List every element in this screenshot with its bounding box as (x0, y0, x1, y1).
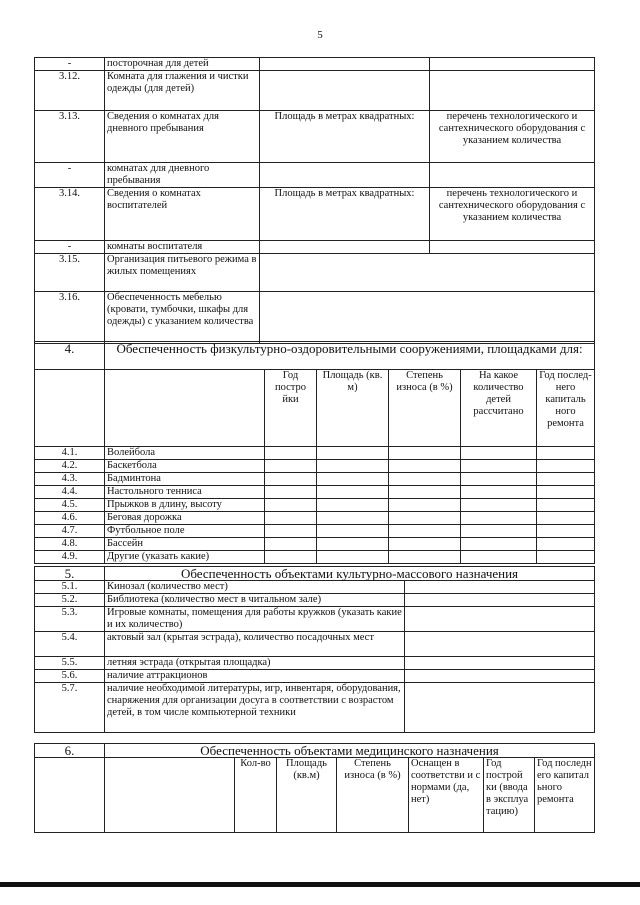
empty-cell (389, 486, 461, 499)
empty-cell (317, 460, 389, 473)
row-label: комнаты воспитателя (105, 241, 260, 254)
section-number: 5. (35, 567, 105, 581)
empty-cell (35, 370, 105, 447)
table-row (35, 594, 595, 607)
empty-cell (405, 594, 595, 607)
row-number: 5.3. (35, 607, 105, 632)
row-number: 5.5. (35, 657, 105, 670)
row-label: Комната для глажения и чистки одежды (для детей) (105, 71, 260, 111)
row-number: 4.1. (35, 447, 105, 460)
row-label: Футбольное поле (105, 525, 265, 538)
empty-cell (265, 551, 317, 564)
empty-cell (260, 292, 595, 344)
empty-cell (405, 632, 595, 657)
column-header: Год послед- него капиталь ного ремонта (537, 370, 595, 447)
empty-cell (389, 460, 461, 473)
row-number: 3.12. (35, 71, 105, 111)
row-label: Библиотека (количество мест в читальном зале) (105, 594, 405, 607)
section-heading-row (35, 342, 595, 370)
table-row (35, 254, 595, 292)
equipment-heading: перечень технологического и сантехнического оборудования с указанием количества (430, 111, 595, 163)
column-header-row (35, 758, 595, 833)
empty-cell (35, 758, 105, 833)
empty-cell (265, 512, 317, 525)
column-header: На какое количество детей рассчитано (461, 370, 537, 447)
empty-cell (405, 670, 595, 683)
empty-cell (461, 551, 537, 564)
empty-cell (461, 525, 537, 538)
table-row (35, 538, 595, 551)
empty-cell (317, 525, 389, 538)
table-row (35, 292, 595, 344)
row-label: Сведения о комнатах для дневного пребывания (105, 111, 260, 163)
empty-cell (405, 657, 595, 670)
section-heading-row (35, 744, 595, 758)
table-row (35, 111, 595, 163)
empty-cell (461, 538, 537, 551)
row-label: актовый зал (крытая эстрада), количество посадочных мест (105, 632, 405, 657)
empty-cell (461, 486, 537, 499)
row-number: 4.5. (35, 499, 105, 512)
empty-cell (537, 473, 595, 486)
row-label: Волейбола (105, 447, 265, 460)
table-row (35, 512, 595, 525)
table-row (35, 460, 595, 473)
section-heading-row (35, 567, 595, 581)
row-number: 4.4. (35, 486, 105, 499)
row-number: 4.6. (35, 512, 105, 525)
empty-cell (105, 370, 265, 447)
empty-cell (461, 447, 537, 460)
table-row (35, 473, 595, 486)
scan-edge-bar (0, 882, 640, 887)
table-row (35, 581, 595, 594)
table-row (35, 486, 595, 499)
empty-cell (405, 683, 595, 733)
empty-cell (537, 551, 595, 564)
row-number: 4.3. (35, 473, 105, 486)
empty-cell (265, 460, 317, 473)
section-3-table (34, 57, 594, 344)
row-number: 4.9. (35, 551, 105, 564)
empty-cell (461, 460, 537, 473)
row-number: - (35, 241, 105, 254)
table-row (35, 670, 595, 683)
empty-cell (260, 71, 430, 111)
section-title: Обеспеченность объектами медицинского назначения (105, 744, 595, 758)
row-label: Прыжков в длину, высоту (105, 499, 265, 512)
empty-cell (389, 525, 461, 538)
empty-cell (389, 551, 461, 564)
table-row (35, 447, 595, 460)
empty-cell (537, 447, 595, 460)
column-header: Площадь (кв. м) (317, 370, 389, 447)
column-header: Оснащен в соответстви и с нормами (да, нет) (409, 758, 484, 833)
section-number: 4. (35, 342, 105, 370)
equipment-heading: перечень технологического и сантехнического оборудования с указанием количества (430, 188, 595, 241)
table-row (35, 632, 595, 657)
empty-cell (265, 447, 317, 460)
empty-cell (405, 581, 595, 594)
row-number: 3.13. (35, 111, 105, 163)
row-number: - (35, 163, 105, 188)
empty-cell (265, 499, 317, 512)
empty-cell (537, 525, 595, 538)
row-label: Игровые комнаты, помещения для работы кружков (указать какие и их количество) (105, 607, 405, 632)
section-number: 6. (35, 744, 105, 758)
page-number: 5 (317, 29, 323, 41)
empty-cell (317, 447, 389, 460)
row-number: - (35, 58, 105, 71)
empty-cell (260, 254, 595, 292)
empty-cell (317, 551, 389, 564)
empty-cell (265, 486, 317, 499)
empty-cell (537, 499, 595, 512)
column-header: Год построй ки (ввода в эксплуа тацию) (484, 758, 535, 833)
row-number: 3.14. (35, 188, 105, 241)
empty-cell (317, 473, 389, 486)
row-number: 5.6. (35, 670, 105, 683)
row-number: 5.4. (35, 632, 105, 657)
row-label: Другие (указать какие) (105, 551, 265, 564)
empty-cell (430, 241, 595, 254)
empty-cell (389, 499, 461, 512)
row-label: комнатах для дневного пребывания (105, 163, 260, 188)
row-label: Кинозал (количество мест) (105, 581, 405, 594)
empty-cell (317, 486, 389, 499)
empty-cell (461, 499, 537, 512)
row-number: 4.8. (35, 538, 105, 551)
row-label: Сведения о комнатах воспитателей (105, 188, 260, 241)
empty-cell (317, 512, 389, 525)
column-header: Кол-во (235, 758, 277, 833)
empty-cell (265, 525, 317, 538)
row-label: Бадминтона (105, 473, 265, 486)
row-label: Бассейн (105, 538, 265, 551)
table-row (35, 241, 595, 254)
empty-cell (317, 499, 389, 512)
row-label: посторочная для детей (105, 58, 260, 71)
row-number: 4.7. (35, 525, 105, 538)
row-label: Организация питьевого режима в жилых помещениях (105, 254, 260, 292)
empty-cell (265, 473, 317, 486)
empty-cell (260, 163, 430, 188)
empty-cell (537, 486, 595, 499)
table-row (35, 499, 595, 512)
table-row (35, 607, 595, 632)
empty-cell (265, 538, 317, 551)
row-label: летняя эстрада (открытая площадка) (105, 657, 405, 670)
column-header: Площадь (кв.м) (277, 758, 337, 833)
table-row (35, 683, 595, 733)
row-number: 3.15. (35, 254, 105, 292)
column-header: Степень износа (в %) (389, 370, 461, 447)
empty-cell (389, 447, 461, 460)
empty-cell (317, 538, 389, 551)
empty-cell (430, 71, 595, 111)
table-row (35, 71, 595, 111)
area-heading: Площадь в метрах квадратных: (260, 111, 430, 163)
empty-cell (537, 512, 595, 525)
empty-cell (461, 473, 537, 486)
row-label: наличие аттракционов (105, 670, 405, 683)
column-header: Год постро йки (265, 370, 317, 447)
table-row (35, 525, 595, 538)
table-row (35, 188, 595, 241)
table-row (35, 551, 595, 564)
section-5-table (34, 566, 594, 733)
empty-cell (389, 512, 461, 525)
column-header-row (35, 370, 595, 447)
empty-cell (389, 538, 461, 551)
table-row (35, 58, 595, 71)
row-number: 4.2. (35, 460, 105, 473)
table-row (35, 163, 595, 188)
empty-cell (405, 607, 595, 632)
empty-cell (105, 758, 235, 833)
empty-cell (461, 512, 537, 525)
row-number: 5.7. (35, 683, 105, 733)
row-label: Баскетбола (105, 460, 265, 473)
empty-cell (260, 241, 430, 254)
section-title: Обеспеченность объектами культурно-массового назначения (105, 567, 595, 581)
empty-cell (537, 460, 595, 473)
column-header: Степень износа (в %) (337, 758, 409, 833)
table-row (35, 657, 595, 670)
empty-cell (537, 538, 595, 551)
row-label: Обеспеченность мебелью (кровати, тумбочки, шкафы для одежды) с указанием количества (105, 292, 260, 344)
row-label: Настольного тенниса (105, 486, 265, 499)
section-title: Обеспеченность физкультурно-оздоровительными сооружениями, площадками для: (105, 342, 595, 370)
empty-cell (389, 473, 461, 486)
row-number: 3.16. (35, 292, 105, 344)
area-heading: Площадь в метрах квадратных: (260, 188, 430, 241)
row-number: 5.1. (35, 581, 105, 594)
section-6-table (34, 743, 594, 833)
row-label: Беговая дорожка (105, 512, 265, 525)
empty-cell (430, 58, 595, 71)
row-number: 5.2. (35, 594, 105, 607)
empty-cell (260, 58, 430, 71)
row-label: наличие необходимой литературы, игр, инвентаря, оборудования, снаряжения для организации досуга в соответствии с возрастом детей, в том числе компьютерной техники (105, 683, 405, 733)
empty-cell (430, 163, 595, 188)
column-header: Год последн его капитал ьного ремонта (535, 758, 595, 833)
section-4-table (34, 341, 594, 564)
